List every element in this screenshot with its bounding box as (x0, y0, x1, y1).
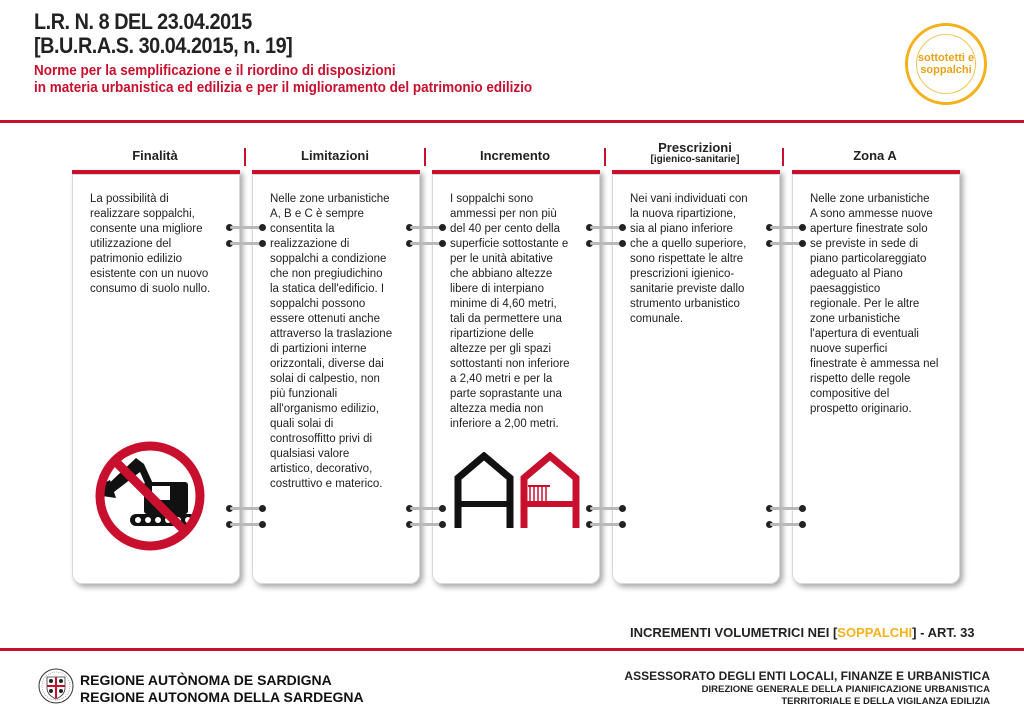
binder-ring-icon (766, 240, 806, 248)
card-text-line: soppalchi possono (270, 298, 366, 310)
card-text-line: soppalchi a condizione (270, 253, 387, 265)
card-text-line: del 40 per cento della (450, 223, 560, 235)
card-text-line: l'apertura di eventuali (810, 328, 919, 340)
badge-line2: soppalchi (920, 64, 972, 76)
topic-badge (905, 23, 987, 105)
footer-title-pre: INCREMENTI VOLUMETRICI NEI [ (630, 625, 838, 640)
binder-ring-icon (406, 505, 446, 513)
column-separator (424, 148, 426, 166)
header-divider (0, 120, 1024, 123)
card-text-line: consentita la (270, 223, 335, 235)
card-text-line: prescrizioni igienico- (630, 268, 735, 280)
card-text-line: realizzazione di (270, 238, 350, 250)
card-text-line: esistente con un nuovo (90, 268, 209, 280)
card-text-line: rispetto delle regole (810, 373, 911, 385)
directorate-line2: TERRITORIALE E DELLA VIGILANZA EDILIZIA (781, 696, 990, 707)
footer-divider (0, 648, 1024, 651)
card-text-line: finestrate è ammessa nel (810, 358, 939, 370)
column-title-zona-a: Zona A (853, 148, 897, 163)
card-limitazioni (252, 170, 420, 584)
column-title-prescrizioni (610, 140, 780, 165)
card-text-line: più funzionali (270, 388, 338, 400)
card-text-line: che non pregiudichino (270, 268, 383, 280)
card-text-line: che a quello superiore, (630, 238, 747, 250)
binder-ring-icon (766, 521, 806, 529)
card-text-line: sanitarie previste dallo (630, 283, 745, 295)
card-text-line: orizzontali, diverse dai (270, 358, 384, 370)
card-text-line: ripartizione delle (450, 328, 534, 340)
card-incremento (432, 170, 600, 584)
binder-ring-icon (406, 521, 446, 529)
card-text-line: Nelle zone urbanistiche (810, 193, 930, 205)
card-text-line: per le unità abitative (450, 253, 553, 265)
card-text-line: minime di 4,60 metri, (450, 298, 557, 310)
card-text-line: A, B e C è sempre (270, 208, 364, 220)
binder-ring-icon (586, 224, 626, 232)
law-title-line1: Norme per la semplificazione e il riordino di disposizioni (34, 62, 396, 79)
card-text (810, 192, 950, 417)
bulletin-reference: [B.U.R.A.S. 30.04.2015, n. 19] (34, 33, 293, 58)
card-text-line: artistico, decorativo, (270, 463, 373, 475)
card-text-line: altezze per gli spazi (450, 343, 551, 355)
column-title-finalita: Finalità (132, 148, 178, 163)
document-header (34, 10, 587, 96)
card-text-line: Nei vani individuati con (630, 193, 748, 205)
region-name-sardinian: REGIONE AUTÒNOMA DE SARDIGNA (80, 672, 332, 688)
binder-ring-icon (406, 224, 446, 232)
binder-ring-icon (766, 505, 806, 513)
card-text (450, 192, 590, 432)
card-text-line: zone urbanistiche (810, 313, 901, 325)
card-text-line: di partizioni interne (270, 343, 367, 355)
card-text-line: utilizzazione del (90, 238, 172, 250)
directorate-line1: DIREZIONE GENERALE DELLA PIANIFICAZIONE URBANISTICA (701, 684, 990, 695)
card-text-line: adeguato al Piano (810, 268, 903, 280)
card-text-line: prospetto originario. (810, 403, 912, 415)
department-name: ASSESSORATO DEGLI ENTI LOCALI, FINANZE E URBANISTICA (624, 669, 990, 683)
column-separator (604, 148, 606, 166)
no-excavator-icon (90, 436, 210, 556)
card-text-line: quali solai di (270, 418, 334, 430)
column-separator (244, 148, 246, 166)
card-text-line: inferiore a 2,00 metri. (450, 418, 559, 430)
card-text-line: a 2,40 metri e per la (450, 373, 553, 385)
house-mezzanine-icon (454, 452, 584, 532)
binder-ring-icon (226, 224, 266, 232)
card-text-line: aperture finestrate solo (810, 223, 928, 235)
binder-ring-icon (766, 224, 806, 232)
card-text-line: la statica dell'edificio. I (270, 283, 385, 295)
card-text-line: regionale. Per le altre (810, 298, 920, 310)
column-title-incremento: Incremento (479, 148, 551, 163)
card-text-line: realizzare soppalchi, (90, 208, 195, 220)
card-text-line: patrimonio edilizio (90, 253, 183, 265)
footer-title-post: ] - ART. 33 (912, 625, 975, 640)
badge-line1: sottotetti e (917, 52, 975, 64)
card-text-line: la nuova ripartizione, (630, 208, 737, 220)
card-text-line: costruttivo e materico. (270, 478, 383, 490)
department-info (624, 668, 990, 708)
card-text-line: sia al piano inferiore (630, 223, 733, 235)
binder-ring-icon (586, 505, 626, 513)
card-text-line: consumo di suolo nullo. (90, 283, 211, 295)
law-reference: L.R. N. 8 DEL 23.04.2015 (34, 9, 252, 34)
card-text-line: La possibilità di (90, 193, 169, 205)
card-text-line: controsoffitto privi di (270, 433, 373, 445)
card-text (270, 192, 410, 492)
card-text-line: attraverso la traslazione (270, 328, 393, 340)
card-text-line: sono rispettate le altre (630, 253, 744, 265)
card-finalita (72, 170, 240, 584)
card-text-line: nuove superfici (810, 343, 888, 355)
sardinia-crest-icon (38, 668, 74, 704)
card-text-line: essere ottenuti anche (270, 313, 380, 325)
card-text-line: solai di calpestio, non (270, 373, 380, 385)
law-title-line2: in materia urbanistica ed edilizia e per il miglioramento del patrimonio edilizio (34, 79, 533, 96)
footer-title (630, 625, 975, 640)
card-text-line: Nelle zone urbanistiche (270, 193, 390, 205)
card-zona-a (792, 170, 960, 584)
card-text-line: che abbiano altezze (450, 268, 553, 280)
card-text-line: ammessi per non più (450, 208, 557, 220)
column-separator (782, 148, 784, 166)
card-text-line: se previste in sede di (810, 238, 919, 250)
card-text-line: tali da permettere una (450, 313, 562, 325)
card-text-line: piano particolareggiato (810, 253, 927, 265)
binder-ring-icon (226, 505, 266, 513)
card-text-line: I soppalchi sono (450, 193, 534, 205)
card-text-line: consente una migliore (90, 223, 203, 235)
card-text-line: parte soprastante una (450, 388, 562, 400)
binder-ring-icon (226, 521, 266, 529)
binder-ring-icon (586, 521, 626, 529)
card-text-line: comunale. (630, 313, 684, 325)
region-name-italian: REGIONE AUTONOMA DELLA SARDEGNA (80, 689, 364, 705)
card-text-line: altezza media non (450, 403, 544, 415)
card-text-line: libere di interpiano (450, 283, 544, 295)
binder-ring-icon (586, 240, 626, 248)
card-text-line: qualsiasi valore (270, 448, 350, 460)
card-text (630, 192, 770, 327)
card-text-line: A sono ammesse nuove (810, 208, 933, 220)
card-text-line: strumento urbanistico (630, 298, 740, 310)
column-title-limitazioni: Limitazioni (301, 148, 369, 163)
footer-title-highlight: SOPPALCHI (837, 625, 913, 640)
card-text-line: all'organismo edilizio, (270, 403, 379, 415)
binder-ring-icon (226, 240, 266, 248)
card-text-line: superficie sottostante e (450, 238, 569, 250)
region-name (80, 672, 364, 706)
card-text-line: compositive del (810, 388, 890, 400)
card-text (90, 192, 230, 297)
card-text-line: sottostanti non inferiore (450, 358, 570, 370)
prescrizioni-title: Prescrizioni (658, 140, 732, 155)
prescrizioni-subtitle: [igienico-sanitarie] (650, 154, 740, 165)
card-prescrizioni (612, 170, 780, 584)
binder-ring-icon (406, 240, 446, 248)
card-text-line: paesaggistico (810, 283, 881, 295)
